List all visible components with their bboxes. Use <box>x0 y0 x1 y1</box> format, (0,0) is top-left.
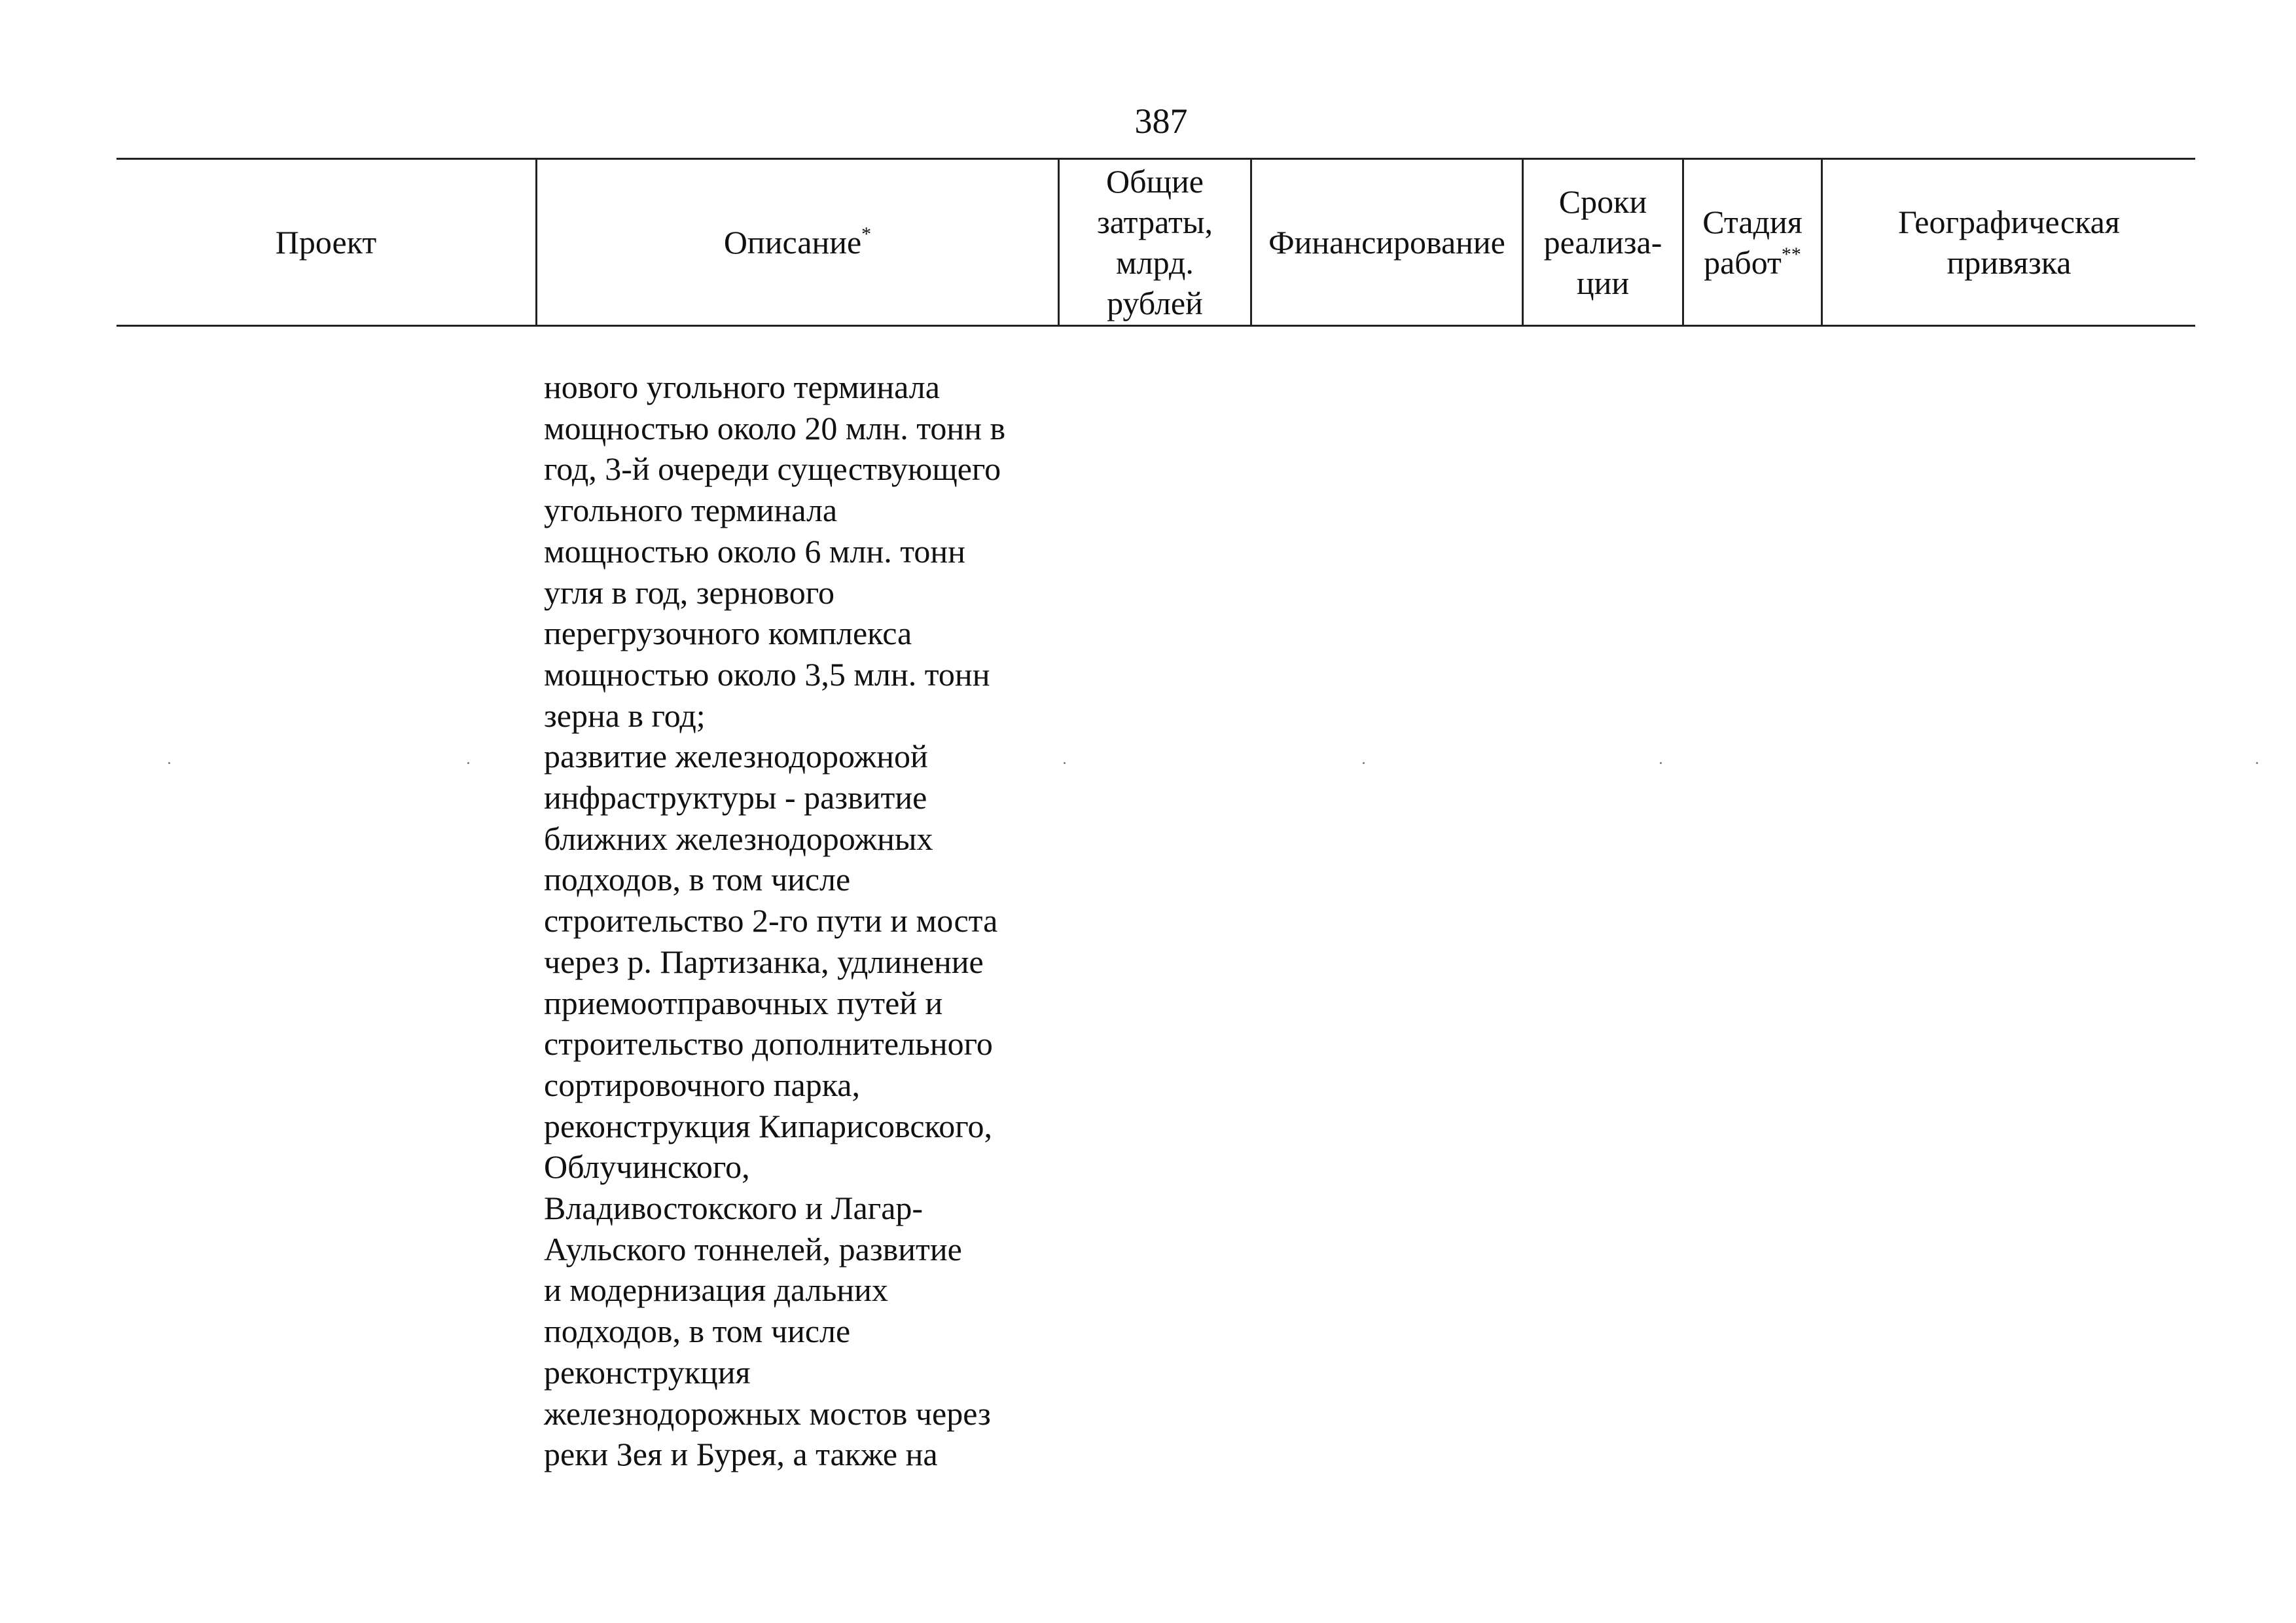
header-timeline <box>1524 160 1682 325</box>
scan-speck <box>1064 762 1066 764</box>
header-description-label: Описание* <box>723 223 872 261</box>
header-stage <box>1684 160 1821 325</box>
scan-speck <box>1363 762 1365 764</box>
scan-speck <box>467 762 469 764</box>
header-financing-label: Финансирование <box>1268 224 1505 261</box>
footnote-mark-double: ** <box>1781 244 1801 265</box>
header-costs-label: Общие затраты, млрд. рублей <box>1097 163 1213 321</box>
header-project <box>117 160 535 325</box>
header-timeline-label: Сроки реализа- ции <box>1543 183 1662 301</box>
scan-speck <box>2256 762 2258 764</box>
header-costs <box>1060 160 1250 325</box>
header-stage-label: Стадия работ** <box>1702 204 1803 281</box>
header-financing <box>1252 160 1522 325</box>
header-description <box>537 160 1058 325</box>
footnote-mark-single: * <box>861 223 872 245</box>
page-number: 387 <box>1134 101 1188 141</box>
header-geography <box>1823 160 2195 325</box>
scan-speck <box>168 762 170 764</box>
scan-speck <box>1660 762 1662 764</box>
description-cell: нового угольного терминала мощностью около 20 млн. тонн в год, 3-й очереди существующего угольного терминала мощностью около 6 млн. тонн угля в год, зернового перегрузочного комплекса мощностью около 3,5 млн. тонн зерна в год; развитие железнодорожной инфраструктуры - развитие ближних железнодорожных подходов, в том числе строительство 2-го пути и моста через р. Партизанка, удлинение приемоотправочных путей и строительство дополнительного сортировочного парка, реконструкция Кипарисовского, Облучинского, Владивостокского и Лагар- Аульского тоннелей, развитие и модернизация дальних подходов, в том числе реконструкция железнодорожных мостов через реки Зея и Бурея, а также на <box>544 369 1006 1473</box>
table-header <box>117 158 2195 327</box>
header-project-label: Проект <box>275 224 377 261</box>
header-geography-label: Географическая привязка <box>1898 204 2120 281</box>
